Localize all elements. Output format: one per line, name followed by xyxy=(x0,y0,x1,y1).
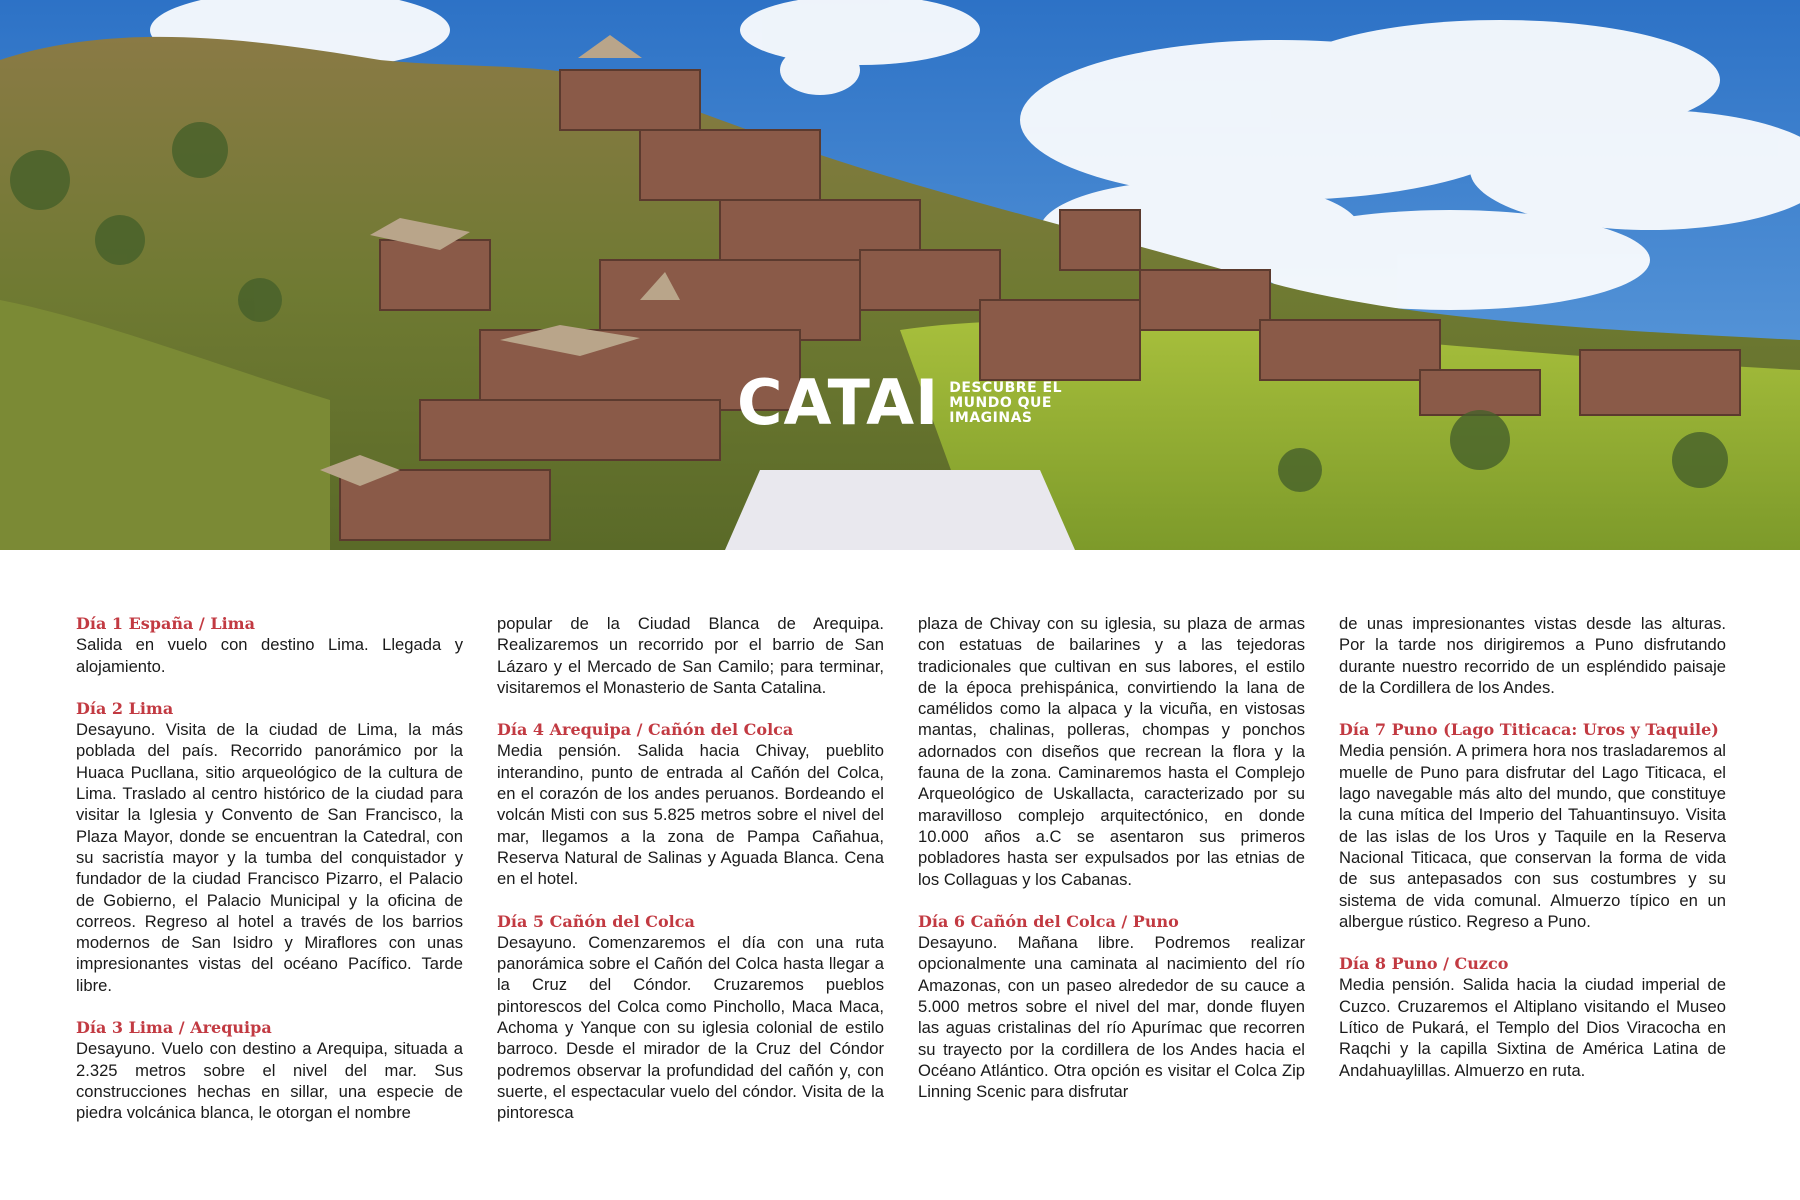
itinerary-day xyxy=(497,719,884,889)
day-text: Media pensión. Salida hacia la ciudad imperial de Cuzco. Cruzaremos el Altiplano visitando el Museo Lítico de Pukará, el Templo del Dios Viracocha en Raqchi y la capilla Sixtina de América Latina de Andahuaylillas. Almuerzo en ruta. xyxy=(1339,975,1726,1080)
day-title: Día 1 España / Lima xyxy=(76,614,255,633)
inca-ruins-landscape-image xyxy=(0,0,1800,550)
day-text: de unas impresionantes vistas desde las alturas. Por la tarde nos dirigiremos a Puno disfrutando durante nuestro recorrido de un espléndido paisaje de la Cordillera de los Andes. xyxy=(1339,614,1726,697)
itinerary-column-2 xyxy=(497,613,884,1173)
day-title: Día 4 Arequipa / Cañón del Colca xyxy=(497,720,794,740)
day-title: Día 8 Puno / Cuzco xyxy=(1339,954,1509,974)
header-tab-shape xyxy=(725,470,1075,550)
day-text: Desayuno. Vuelo con destino a Arequipa, situada a 2.325 metros sobre el nivel del mar. Sus construcciones hechas en sillar, una especie de piedra volcánica blanca, le otorgan el nombre xyxy=(76,1039,463,1123)
itinerary-column-3 xyxy=(918,613,1305,1173)
itinerary-day-continued xyxy=(497,613,884,698)
itinerary-day xyxy=(918,911,1305,1103)
itinerary-day xyxy=(76,698,463,996)
itinerary-day-continued xyxy=(918,613,1305,890)
day-title: Día 3 Lima / Arequipa xyxy=(76,1018,272,1038)
day-text: Salida en vuelo con destino Lima. Llegada y alojamiento. xyxy=(76,635,463,676)
day-text: plaza de Chivay con su iglesia, su plaza de armas con estatuas de bailarines y a las tejedoras tradicionales que cultivan en sus labores, el estilo de la época prehispánica, convirtiendo la lana de camélidos como la alpaca y la vicuña, en vistosas mantas, chalinas, polleras, chompas y ponchos adornados con diseños que recrean la flora y la fauna de la zona. Caminaremos hasta el Complejo Arqueológico de Uskallacta, caracterizado por su maravilloso complejo arquitectónico, en donde 10.000 años a.C se asentaron sus primeros pobladores hasta ser expulsados por las etnias de los Collaguas y los Cabanas. xyxy=(918,614,1305,889)
itinerary-day xyxy=(1339,719,1726,932)
day-title: Día 7 Puno (Lago Titicaca: Uros y Taquile) xyxy=(1339,720,1719,740)
brand-tagline: DESCUBRE EL MUNDO QUE IMAGINAS xyxy=(949,379,1062,426)
brand-logo xyxy=(737,366,1069,439)
day-text: Media pensión. Salida hacia Chivay, pueblito interandino, punto de entrada al Cañón del Colca, en el corazón de los andes peruanos. Bordeando el volcán Misti con sus 5.825 metros sobre el nivel del mar, llegamos a la zona de Pampa Cañahua, Reserva Natural de Salinas y Aguada Blanca. Cena en el hotel. xyxy=(497,741,884,889)
itinerary-day xyxy=(76,613,463,677)
day-text: Desayuno. Visita de la ciudad de Lima, la más poblada del país. Recorrido panorámico por la Huaca Pucllana, sitio arqueológico de la cultura de Lima. Traslado al centro histórico de la ciudad para visitar la Iglesia y Convento de San Francisco, la Plaza Mayor, donde se encuentran la Catedral, con su sacristía mayor y la tumba del conquistador y fundador de la ciudad Francisco Pizarro, el Palacio de Gobierno, el Palacio Municipal y la oficina de correos. Regreso al hotel a través de los barrios modernos de San Isidro y Miraflores con unas impresionantes vistas del océano Pacífico. Tarde libre. xyxy=(76,720,463,995)
itinerary-column-1 xyxy=(76,613,463,1173)
day-text: Desayuno. Comenzaremos el día con una ruta panorámica sobre el Cañón del Colca hasta llegar a la Cruz del Cóndor. Cruzaremos pueblos pintorescos del Colca como Pinchollo, Maca Maca, Achoma y Yanque con su iglesia colonial de estilo barroco. Desde el mirador de la Cruz del Cóndor podremos observar la profundidad del cañón y, con suerte, el espectacular vuelo del cóndor. Visita de la pintoresca xyxy=(497,932,884,1123)
itinerary-day-continued xyxy=(1339,613,1726,698)
brand-name: CATAI xyxy=(737,366,940,439)
itinerary-day xyxy=(76,1017,463,1123)
day-text: Desayuno. Mañana libre. Podremos realizar opcionalmente una caminata al nacimiento del río Amazonas, con un paseo alrededor de su cauce a 5.000 metros sobre el nivel del mar, donde fluyen las aguas cristalinas del río Apurímac que recorren su trayecto por la cordillera de los Andes hacia el Océano Atlántico. Otra opción es visitar el Colca Zip Linning Scenic para disfrutar xyxy=(918,933,1305,1102)
day-text: popular de la Ciudad Blanca de Arequipa. Realizaremos un recorrido por el barrio de San Lázaro y el Mercado de San Camilo; para terminar, visitaremos el Monasterio de Santa Catalina. xyxy=(497,614,884,697)
hero-photo xyxy=(0,0,1800,550)
itinerary-day xyxy=(497,911,884,1124)
day-title: Día 6 Cañón del Colca / Puno xyxy=(918,911,1179,931)
day-title: Día 5 Cañón del Colca xyxy=(497,911,695,931)
day-title: Día 2 Lima xyxy=(76,698,174,718)
itinerary-column-4 xyxy=(1339,613,1726,1173)
itinerary-columns xyxy=(76,613,1726,1173)
itinerary-day xyxy=(1339,953,1726,1081)
day-text: Media pensión. A primera hora nos trasladaremos al muelle de Puno para disfrutar del Lago Titicaca, el lago navegable más alto del mundo, que constituye la cuna mítica del Imperio del Tahuantinsuyo. Visita de las islas de los Uros y Taquile en la Reserva Nacional Titicaca, que conservan la forma de vida de sus antepasados con sus costumbres y su sistema de vida comunal. Almuerzo típico en un albergue rústico. Regreso a Puno. xyxy=(1339,741,1726,931)
